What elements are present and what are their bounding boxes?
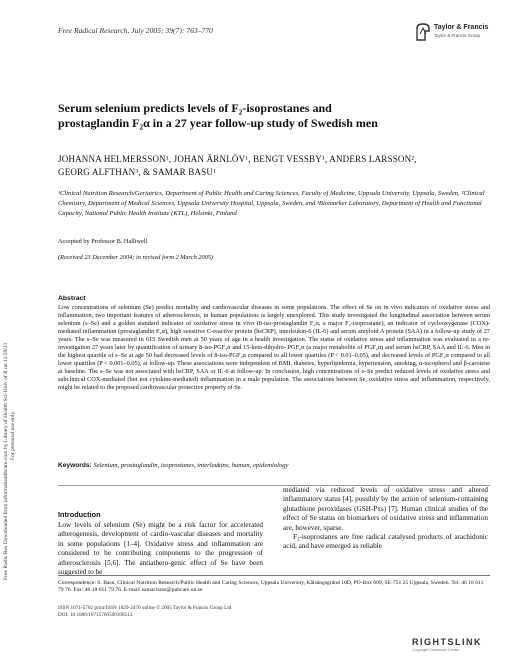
intro-right-paragraph-2: F₂-isoprostanes are free radical catalysed products of arachidonic acid, and have emerged as reliable (283, 533, 488, 551)
abstract-text: Low concentrations of selenium (Se) predict mortality and cardiovascular diseases in some populations. The effect of Se on in vivo indicators of oxidative stress and inflammation, two important features of atherosclerosis, in human populations is largely unexplored. This study investigated the longitudinal association between serum selenium (s–Se) and a golden standard indicator of oxidative stress in vivo (8-iso-prostaglandin F₂α, a major F₂-isoprostane), an indicator of cyclooxygenase (COX)-mediated inflammation (prostaglandin F₂α), high sensitive C-reactive protein (hsCRP), interleukin-6 (IL-6) and serum amyloid A protein (SAA) in a follow-up study of 27 years. The s–Se was measured in 615 Swedish men at 50 years of age in a health investigation. The status of oxidative stress and inflammation was evaluated in a re-investigation 27 years later by quantification of urinary 8-iso-PGF₂α and 15-keto-dihydro- PGF₂α (a major metabolite of PGF₂α) and serum hsCRP, SAA and IL-6. Men in the highest quartile of s–Se at age 50 had decreased levels of 8-iso-PGF₂α compared to all lower quartiles (P < 0.01–0.05), and decreased levels of PGF₂α compared to all lower quartiles (P < 0.001–0.05), at follow-up. These associations were independent of BMI, diabetes, hyperlipidemia, hypertension, smoking, α-tocopherol and β-carotene at baseline. The s–Se was not associated with hsCRP, SAA or IL-6 at follow-up. In conclusion, high concentrations of s–Se predict reduced levels of oxidative stress and subclinical COX-mediated (but not cytokine-mediated) inflammation in a male population. The associations between Se, oxidative stress and inflammation, respectively, might be related to the proposed cardiovascular protective property of Se. (58, 304, 490, 392)
article-title (58, 101, 478, 131)
title-line-1: Serum selenium predicts levels of F₂-isoprostanes and (58, 101, 332, 115)
doi-line[interactable]: DOI: 10.1080/10715760500108513 (58, 612, 133, 618)
introduction-heading: Introduction (58, 510, 101, 519)
keywords (58, 462, 490, 469)
watermark-line-2: For personal use only. (10, 410, 16, 460)
authors-line-1: JOHANNA HELMERSSON¹, JOHAN ÄRNLÖV¹, BENGT VESSBY¹, ANDERS LARSSON², (58, 154, 417, 164)
watermark-line-1: Free Radic Res Downloaded from informahealthcare.com by Library of Health Sci-Univ of Il on 11/29/11 (3, 342, 9, 580)
correspondence-note: Correspondence: S. Basu, Clinical Nutrition Research/Public Health and Caring Sciences, Uppsala University, Kålsängsgränd 10D, PO-Box 609, SE-751 25 Uppsala, Sweden. Tel: 46 18 611 79 76. Fax: 46 18 611 79 76. E-mail: samar.basu@pubcare.uu.se (58, 580, 484, 594)
author-list (58, 153, 488, 178)
abstract-heading: Abstract (58, 295, 86, 302)
keywords-list: Selenium, prostaglandin, isoprostanes, interleukins, human, epidemiology (93, 462, 289, 469)
publisher-name: Taylor & Francis (434, 24, 489, 31)
introduction-right-column (283, 486, 488, 552)
issn-line: ISSN 1071-5762 print/ISSN 1029-2470 online © 2005 Taylor & Francis Group Ltd (58, 605, 232, 611)
issn-block (58, 605, 358, 619)
journal-citation: Free Radical Research, July 2005; 39(7): 763–770 (58, 26, 213, 35)
publisher-group: Taylor & Francis Group (434, 33, 481, 38)
publisher-logo-icon (414, 22, 432, 42)
received-dates: (Received 23 December 2004; in revised form 2 March 2005) (58, 254, 213, 261)
authors-line-2: GEORG ALFTHAN³, & SAMAR BASU¹ (58, 166, 216, 177)
introduction-left-column: Low levels of selenium (Se) might be a risk factor for accelerated atherogenesis, development of cardio-vascular diseases and mortality in some populations [1–4]. Oxidative stress and inflammation are considered to be contributing components to the progression of atherosclerosis [5,6]. The antiathero-genic effect of Se have been suggested to be (58, 521, 263, 577)
footnote-divider (58, 575, 490, 576)
rightslink-logo[interactable]: RIGHTSLINK (412, 637, 482, 647)
accepted-by: Accepted by Professor B. Halliwell (58, 238, 148, 245)
rightslink-subtitle: Copyright Clearance Center (412, 648, 460, 652)
download-watermark (3, 190, 27, 580)
publisher-logo[interactable] (414, 22, 494, 44)
title-line-2: prostaglandin F₂α in a 27 year follow-up study of Swedish men (58, 116, 378, 130)
affiliations: ¹Clinical Nutrition Research/Geriatrics, Department of Public Health and Caring Sciences, Faculty of Medicine, Uppsala University, Uppsala, Sweden, ²Clinical Chemistry, Department of Medical Sciences, Uppsala University Hospital, Uppsala, Sweden, and ³Biomarker Laboratory, Department of Health and Functional Capacity, National Public Health Institute (KTL), Helsinki, Finland (58, 190, 485, 217)
keywords-label: Keywords: (58, 462, 92, 469)
intro-right-paragraph-1: mediated via reduced levels of oxidative stress and altered inflammatory status [4], possibly by the action of selenium-containing glutathione peroxidases (GSH-Pxs) [7]. Human clinical studies of the effect of Se status on biomarkers of oxidative stress and inflammation are, however, sparse. (283, 486, 488, 532)
